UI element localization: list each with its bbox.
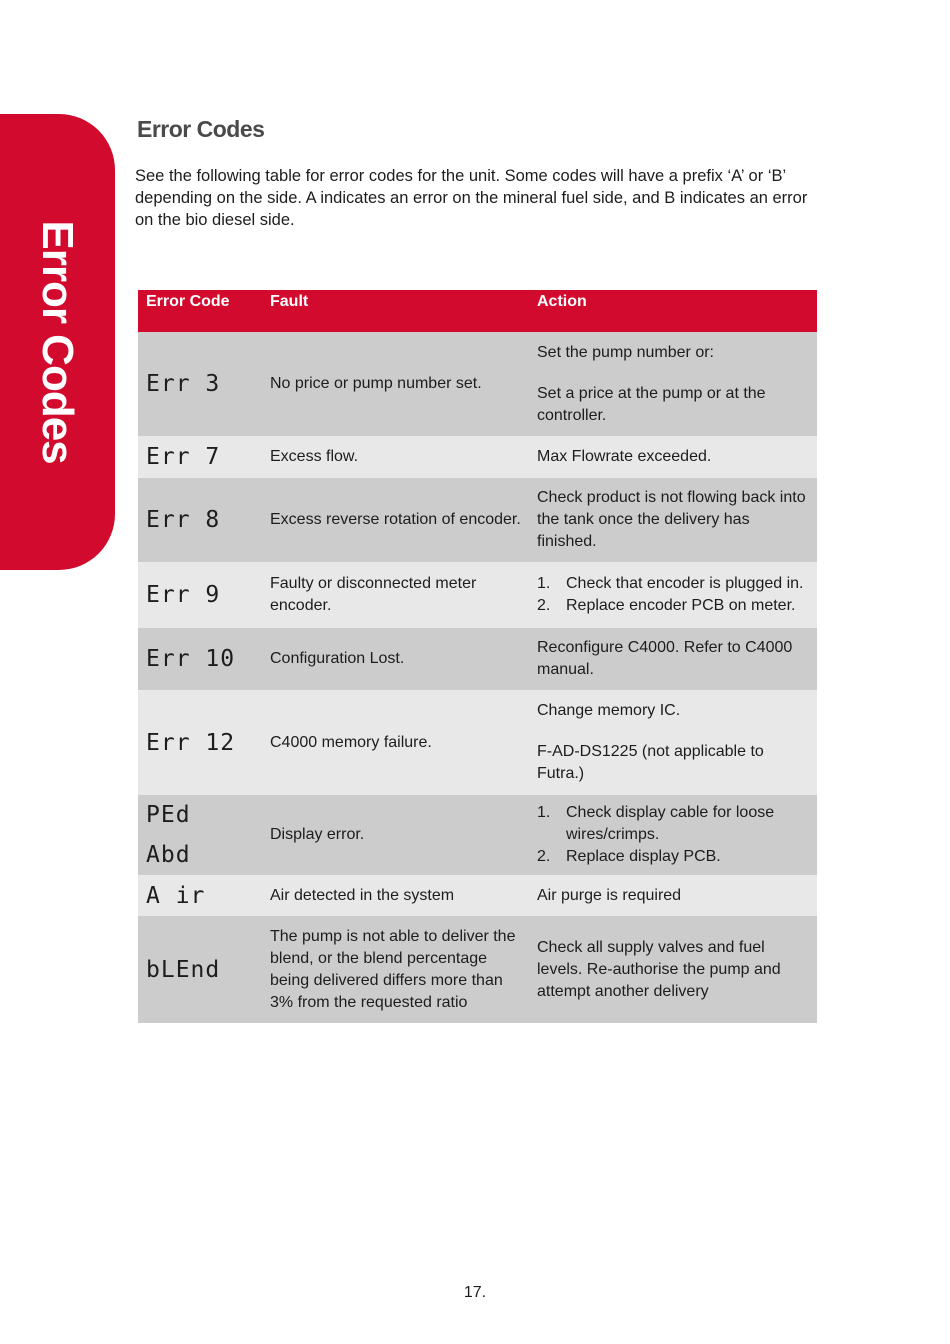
step-number: 1. [537,575,551,592]
table-header-row [138,290,817,332]
fault-cell: The pump is not able to deliver the blend, or the blend percentage being delivered differs more than 3% from the requested ratio [262,916,529,1023]
fault-cell: C4000 memory failure. [262,690,529,795]
action-text: Max Flowrate exceeded. [537,448,712,465]
step-text: Check display cable for loose wires/crimps. [566,804,775,843]
action-cell [529,875,817,916]
table-row [138,478,817,562]
action-text: Air purge is required [537,886,682,904]
error-code-cell [138,562,262,628]
error-code-display: bLEnd [146,956,221,983]
action-step [537,595,811,617]
table-row [138,436,817,478]
error-code-display: Err 8 [146,507,221,533]
error-code-cell [138,332,262,436]
action-cell [529,478,817,562]
error-code-display: Err 10 [146,646,236,672]
header-action: Action [529,290,817,332]
error-codes-table [138,290,817,1023]
action-cell [529,332,817,436]
action-step [537,802,811,846]
error-code-cell [138,875,262,916]
step-number: 2. [537,597,551,614]
error-code-cell [138,478,262,562]
error-code-display: PEd [146,802,191,828]
side-tab-label: Error Codes [33,220,82,464]
step-text: Replace encoder PCB on meter. [566,597,796,614]
action-cell [529,916,817,1023]
fault-cell: Excess flow. [262,436,529,478]
action-steps-list [537,802,811,868]
action-text: Change memory IC. [537,702,681,719]
table-row [138,332,817,436]
error-code-cell [138,628,262,690]
action-steps-list [537,573,811,617]
error-code-cell [138,795,262,875]
fault-cell: Air detected in the system [262,875,529,916]
error-code-display: Abd [146,842,191,868]
header-error-code: Error Code [138,290,262,332]
error-code-display: Err 12 [146,729,236,756]
table-row [138,795,817,875]
step-number: 1. [537,804,551,821]
intro-paragraph: See the following table for error codes for the unit. Some codes will have a prefix ‘A’ or ‘B’ depending on the side. A indicates an error on the mineral fuel side, and B indicates an error on the bio diesel side. [135,167,808,229]
action-step [537,573,811,595]
error-code-cell [138,436,262,478]
error-code-display: Err 7 [146,444,221,470]
fault-cell: Configuration Lost. [262,628,529,690]
error-code-display: Err 9 [146,582,221,608]
table-row [138,562,817,628]
error-code-display: Err 3 [146,371,221,397]
fault-cell: No price or pump number set. [262,332,529,436]
page-number: 17. [463,1284,487,1301]
error-code-cell [138,916,262,1023]
action-cell [529,628,817,690]
step-number: 2. [537,848,551,865]
page-title: Error Codes [137,116,265,142]
table-row [138,916,817,1023]
table-row [138,628,817,690]
table-row [138,875,817,916]
action-cell [529,690,817,795]
step-text: Replace display PCB. [566,848,721,865]
table-row [138,690,817,795]
fault-cell: Excess reverse rotation of encoder. [262,478,529,562]
step-text: Check that encoder is plugged in. [566,575,804,592]
action-text: Set the pump number or: [537,343,714,361]
action-text: Reconfigure C4000. Refer to C4000 manual. [537,639,793,678]
action-text: Set a price at the pump or at the controller. [537,384,766,424]
action-step [537,846,811,868]
error-code-cell [138,690,262,795]
action-text: F-AD-DS1225 (not applicable to Futra.) [537,743,764,782]
fault-cell: Faulty or disconnected meter encoder. [262,562,529,628]
action-text: Check all supply valves and fuel levels. Re-authorise the pump and attempt another delivery [537,938,781,1000]
error-code-display: A ir [146,882,206,909]
action-cell [529,562,817,628]
action-cell [529,795,817,875]
action-cell [529,436,817,478]
action-text: Check product is not flowing back into the tank once the delivery has finished. [537,489,806,550]
fault-cell: Display error. [262,795,529,875]
header-fault: Fault [262,290,529,332]
